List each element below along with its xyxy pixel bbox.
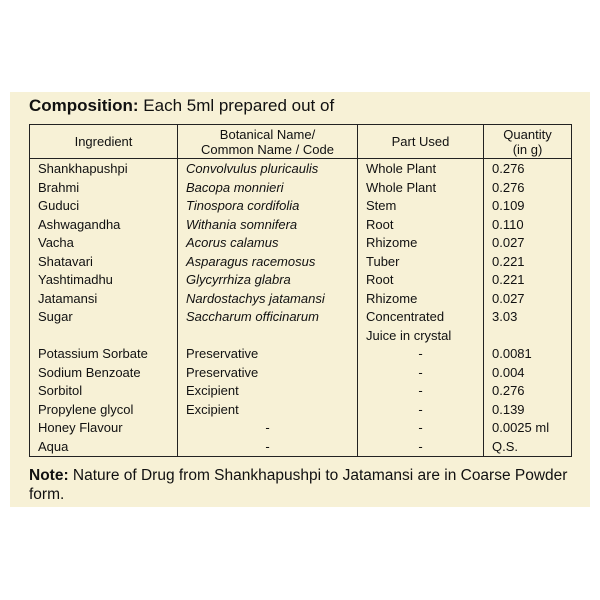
table-row <box>30 364 572 383</box>
cell-botanical: Glycyrrhiza glabra <box>178 271 358 290</box>
cell-part-used: - <box>358 364 484 383</box>
cell-quantity: 0.221 <box>484 271 572 290</box>
table-row <box>30 179 572 198</box>
cell-quantity: 0.276 <box>484 382 572 401</box>
cell-ingredient: Sorbitol <box>30 382 178 401</box>
cell-botanical: Tinospora cordifolia <box>178 197 358 216</box>
cell-ingredient: Sodium Benzoate <box>30 364 178 383</box>
cell-ingredient: Vacha <box>30 234 178 253</box>
table-row <box>30 197 572 216</box>
cell-botanical: Preservative <box>178 345 358 364</box>
table-header-row <box>30 125 572 159</box>
table-row <box>30 271 572 290</box>
cell-botanical: - <box>178 438 358 457</box>
column-header-quantity: Quantity (in g) <box>484 125 572 159</box>
cell-quantity: 0.221 <box>484 253 572 272</box>
cell-botanical: - <box>178 419 358 438</box>
composition-label: Composition: <box>29 96 139 115</box>
cell-botanical: Convolvulus pluricaulis <box>178 159 358 179</box>
cell-ingredient: Aqua <box>30 438 178 457</box>
table-row <box>30 345 572 364</box>
cell-ingredient: Shatavari <box>30 253 178 272</box>
cell-botanical: Excipient <box>178 382 358 401</box>
cell-part-used: - <box>358 419 484 438</box>
table-row <box>30 290 572 309</box>
cell-ingredient: Shankhapushpi <box>30 159 178 179</box>
cell-quantity: 0.027 <box>484 290 572 309</box>
cell-ingredient: Guduci <box>30 197 178 216</box>
cell-part-used: Juice in crystal <box>358 327 484 346</box>
table-row <box>30 308 572 327</box>
cell-ingredient <box>30 327 178 346</box>
cell-part-used: - <box>358 401 484 420</box>
cell-part-used: - <box>358 382 484 401</box>
table-row <box>30 382 572 401</box>
cell-ingredient: Ashwagandha <box>30 216 178 235</box>
cell-quantity: Q.S. <box>484 438 572 457</box>
cell-ingredient: Yashtimadhu <box>30 271 178 290</box>
composition-subtitle: Each 5ml prepared out of <box>138 96 335 115</box>
cell-quantity: 3.03 <box>484 308 572 327</box>
cell-botanical: Nardostachys jatamansi <box>178 290 358 309</box>
table-row <box>30 327 572 346</box>
cell-part-used: - <box>358 438 484 457</box>
cell-part-used: Rhizome <box>358 290 484 309</box>
cell-ingredient: Honey Flavour <box>30 419 178 438</box>
table-row <box>30 438 572 457</box>
cell-part-used: Whole Plant <box>358 159 484 179</box>
cell-quantity: 0.276 <box>484 159 572 179</box>
note-label: Note: <box>29 467 69 484</box>
cell-quantity: 0.0081 <box>484 345 572 364</box>
column-header-part-used: Part Used <box>358 125 484 159</box>
cell-ingredient: Potassium Sorbate <box>30 345 178 364</box>
table-row <box>30 253 572 272</box>
cell-botanical: Asparagus racemosus <box>178 253 358 272</box>
cell-botanical: Acorus calamus <box>178 234 358 253</box>
cell-quantity: 0.004 <box>484 364 572 383</box>
composition-heading <box>29 96 334 116</box>
cell-part-used: Tuber <box>358 253 484 272</box>
cell-botanical: Withania somnifera <box>178 216 358 235</box>
note <box>29 466 584 504</box>
cell-quantity: 0.110 <box>484 216 572 235</box>
cell-part-used: - <box>358 345 484 364</box>
cell-part-used: Stem <box>358 197 484 216</box>
cell-part-used: Whole Plant <box>358 179 484 198</box>
table-body <box>30 159 572 457</box>
column-header-ingredient: Ingredient <box>30 125 178 159</box>
cell-quantity: 0.139 <box>484 401 572 420</box>
column-header-botanical: Botanical Name/ Common Name / Code <box>178 125 358 159</box>
cell-part-used: Rhizome <box>358 234 484 253</box>
cell-ingredient: Propylene glycol <box>30 401 178 420</box>
cell-quantity: 0.0025 ml <box>484 419 572 438</box>
cell-quantity: 0.027 <box>484 234 572 253</box>
note-text: Nature of Drug from Shankhapushpi to Jatamansi are in Coarse Powder form. <box>29 467 568 503</box>
cell-ingredient: Jatamansi <box>30 290 178 309</box>
cell-part-used: Root <box>358 216 484 235</box>
table-row <box>30 159 572 179</box>
cell-quantity: 0.109 <box>484 197 572 216</box>
cell-ingredient: Brahmi <box>30 179 178 198</box>
cell-botanical: Bacopa monnieri <box>178 179 358 198</box>
cell-botanical <box>178 327 358 346</box>
cell-quantity <box>484 327 572 346</box>
cell-botanical: Excipient <box>178 401 358 420</box>
table-row <box>30 234 572 253</box>
composition-table <box>29 124 572 457</box>
cell-botanical: Saccharum officinarum <box>178 308 358 327</box>
table-row <box>30 419 572 438</box>
composition-panel <box>10 92 590 507</box>
table-row <box>30 401 572 420</box>
cell-quantity: 0.276 <box>484 179 572 198</box>
cell-ingredient: Sugar <box>30 308 178 327</box>
cell-part-used: Concentrated <box>358 308 484 327</box>
table-row <box>30 216 572 235</box>
cell-botanical: Preservative <box>178 364 358 383</box>
cell-part-used: Root <box>358 271 484 290</box>
